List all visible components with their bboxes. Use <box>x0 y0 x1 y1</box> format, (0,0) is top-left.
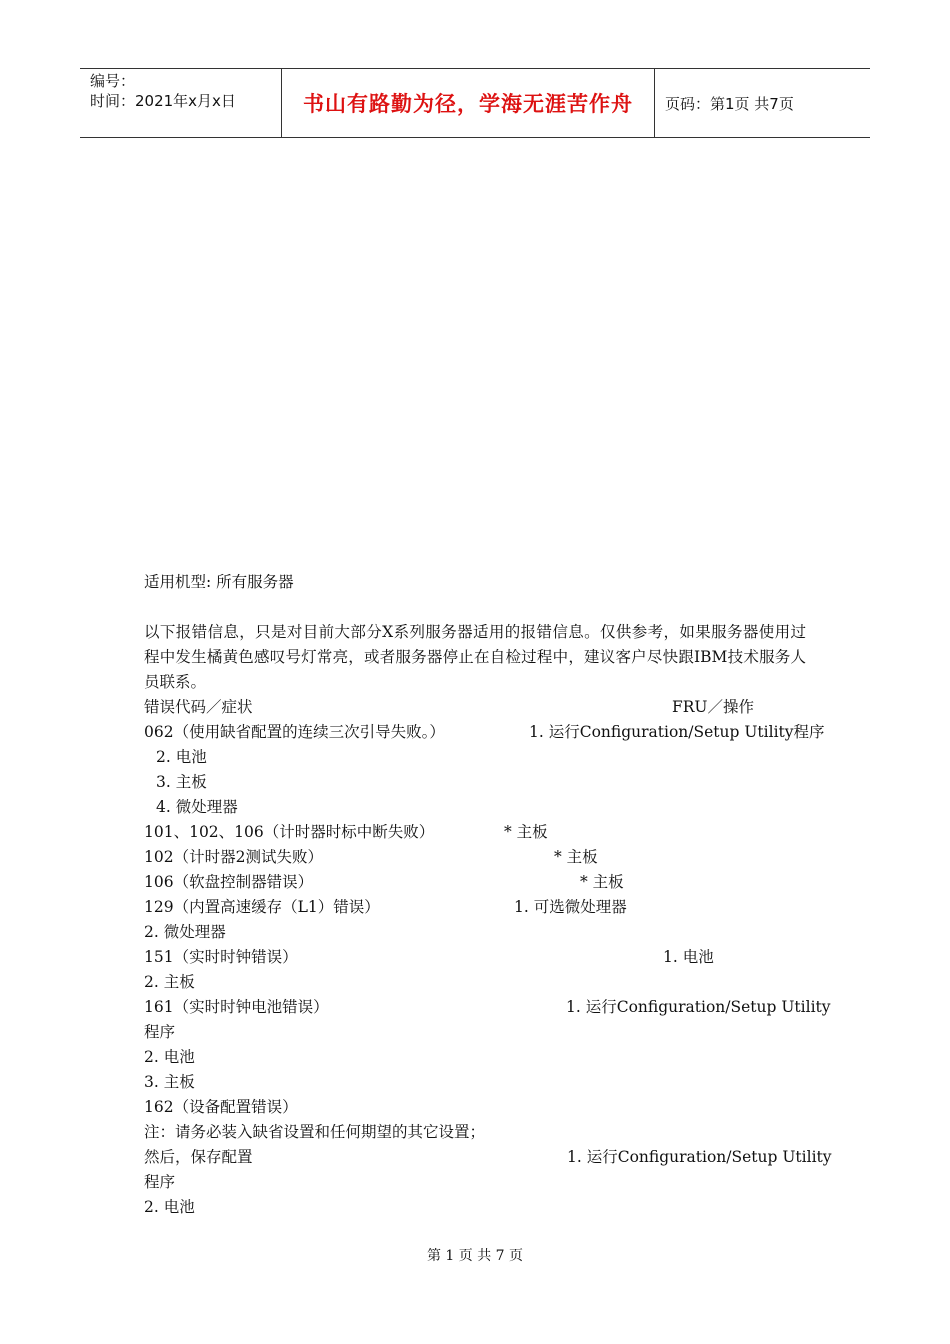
error-101-action: * 主板 <box>504 823 548 841</box>
error-106-action: * 主板 <box>580 873 624 891</box>
error-161-action-1: 1. 运行Configuration/Setup Utility <box>566 998 831 1016</box>
error-129: 129（内置高速缓存（L1）错误） <box>144 898 380 916</box>
header-motto: 书山有路勤为径，学海无涯苦作舟 <box>281 69 655 137</box>
number-label: 编号： <box>90 72 136 90</box>
error-162-action-1: 1. 运行Configuration/Setup Utility <box>567 1148 832 1166</box>
intro-paragraph: 以下报错信息，只是对目前大部分X系列服务器适用的报错信息。仅供参考，如果服务器使用过程中发生橘黄色感叹号灯常亮，或者服务器停止在自检过程中，建议客户尽快跟IBM技术服务人员联系。 <box>144 623 806 691</box>
column-header-left: 错误代码／症状 <box>144 698 253 716</box>
applicable-models: 适用机型: 所有服务器 <box>144 573 294 591</box>
header-left <box>80 69 281 137</box>
error-162-then: 然后，保存配置 <box>144 1148 253 1166</box>
header-page-label: 页码：第1页 共7页 <box>665 94 794 113</box>
error-129-action-1: 1. 可选微处理器 <box>514 898 627 916</box>
time-label: 时间：2021年x月x日 <box>90 92 236 110</box>
error-151: 151（实时时钟错误） <box>144 948 298 966</box>
error-106: 106（软盘控制器错误） <box>144 873 314 891</box>
error-162-note: 注：请务必装入缺省设置和任何期望的其它设置； <box>144 1123 486 1141</box>
error-151-action-2: 2. 主板 <box>144 973 195 991</box>
error-062-action-4: 4. 微处理器 <box>156 798 238 816</box>
page-footer: 第 1 页 共 7 页 <box>426 1248 524 1264</box>
error-101: 101、102、106（计时器时标中断失败） <box>144 823 435 841</box>
error-161-action-3: 3. 主板 <box>144 1073 195 1091</box>
error-162-action-2: 2. 电池 <box>144 1198 195 1216</box>
error-102: 102（计时器2测试失败） <box>144 848 323 866</box>
error-062: 062（使用缺省配置的连续三次引导失败。） <box>144 723 445 741</box>
error-129-action-2: 2. 微处理器 <box>144 923 226 941</box>
column-header-right: FRU／操作 <box>672 698 754 716</box>
error-161-action-2: 2. 电池 <box>144 1048 195 1066</box>
error-062-action-2: 2. 电池 <box>156 748 207 766</box>
error-162-action-1-cont: 程序 <box>144 1173 176 1191</box>
error-161: 161（实时时钟电池错误） <box>144 998 329 1016</box>
error-161-action-1-cont: 程序 <box>144 1023 176 1041</box>
error-162: 162（设备配置错误） <box>144 1098 298 1116</box>
error-102-action: * 主板 <box>554 848 598 866</box>
error-151-action-1: 1. 电池 <box>663 948 714 966</box>
error-062-action-1: 1. 运行Configuration/Setup Utility程序 <box>529 723 825 741</box>
page-header <box>80 68 870 138</box>
error-062-action-3: 3. 主板 <box>156 773 207 791</box>
